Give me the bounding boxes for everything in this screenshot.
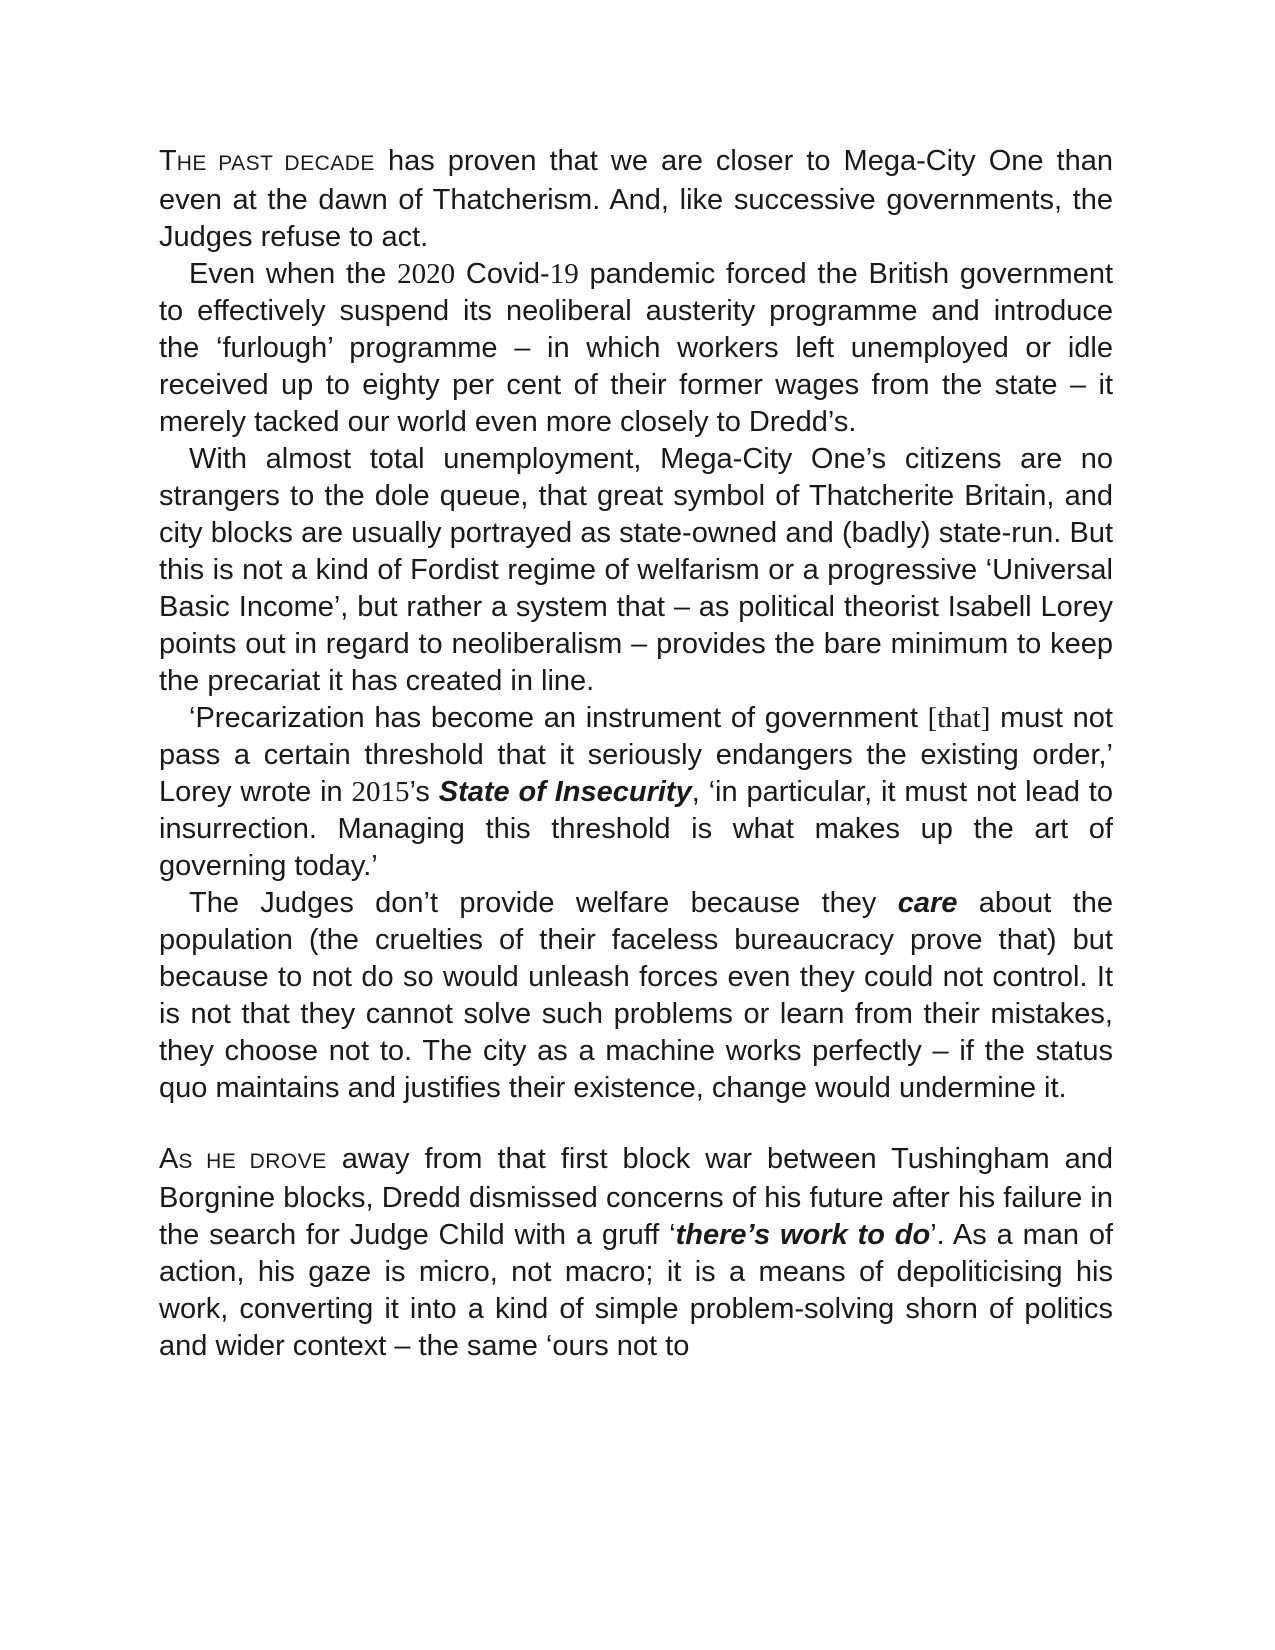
paragraph-text: With almost total unemployment, Mega-City One’s citizens are no strangers to the dole queue, that great symbol of Thatcherite Britain, and city blocks are usually portrayed as state-owned and (badly) state-run. But this is not a kind of Fordist regime of welfarism or a progressive ‘Universal Basic Income’, but rather a system that – as political theorist Isabell Lorey points out in regard to neoliberalism – provides the bare minimum to keep the precariat it has created in line. [159,443,1113,697]
paragraph-6 [159,1141,1113,1365]
quoted-phrase: there’s work to do [675,1219,931,1251]
paragraph-3 [159,441,1113,700]
paragraph-2 [159,256,1113,441]
small-caps-initial: T [159,145,177,177]
year-figure: 2015 [351,776,410,808]
paragraph-text: , ‘in particular, it must not lead to insurrection. Managing this threshold is what makes up the art of governing today.’ [159,776,1113,882]
paragraph-1 [159,143,1113,256]
small-caps-lead: HE PAST DECADE [176,152,375,175]
paragraph-text: ’s [409,776,439,808]
bracket-insert: [that] [927,702,991,734]
paragraph-text: The Judges don’t provide welfare because they [189,887,898,919]
year-figure: 2020 [397,258,456,290]
small-caps-initial: A [159,1143,179,1175]
paragraph-text: ‘Precarization has become an instrument of government [189,702,928,734]
book-title: State of Insecurity [438,776,692,808]
paragraph-4 [159,700,1113,885]
paragraph-text: about the population (the cruelties of their faceless bureaucracy prove that) but because to not do so would unleash forces even they could not control. It is not that they cannot solve such problems or learn from their mistakes, they choose not to. The city as a machine works perfectly – if the status quo maintains and justifies their existence, change would undermine it. [159,887,1114,1104]
small-caps-lead: S HE DROVE [178,1150,327,1173]
paragraph-text: must not pass a certain threshold that it seriously endangers the existing order,’ Lorey wrote in [159,702,1113,808]
article-page [159,143,1113,1365]
emphasis-word: care [897,887,958,919]
paragraph-text: has proven that we are closer to Mega-City One than even at the dawn of Thatcherism. And, like successive governments, the Judges refuse to act. [159,145,1114,253]
number-figure: 19 [549,258,579,290]
paragraph-text: away from that first block war between Tushingham and Borgnine blocks, Dredd dismissed concerns of his future after his failure in the search for Judge Child with a gruff ‘ [159,1143,1113,1251]
paragraph-text: pandemic forced the British government to effectively suspend its neoliberal austerity programme and introduce the ‘furlough’ programme – in which workers left unemployed or idle received up to eighty per cent of their former wages from the state – it merely tacked our world even more closely to Dredd’s. [159,258,1114,438]
paragraph-text: Covid- [455,258,550,290]
paragraph-text: ’. As a man of action, his gaze is micro, not macro; it is a means of depoliticising his work, converting it into a kind of simple problem-solving shorn of politics and wider context – the same ‘ours not to [159,1219,1114,1362]
paragraph-5 [159,885,1113,1107]
paragraph-text: Even when the [189,258,398,290]
